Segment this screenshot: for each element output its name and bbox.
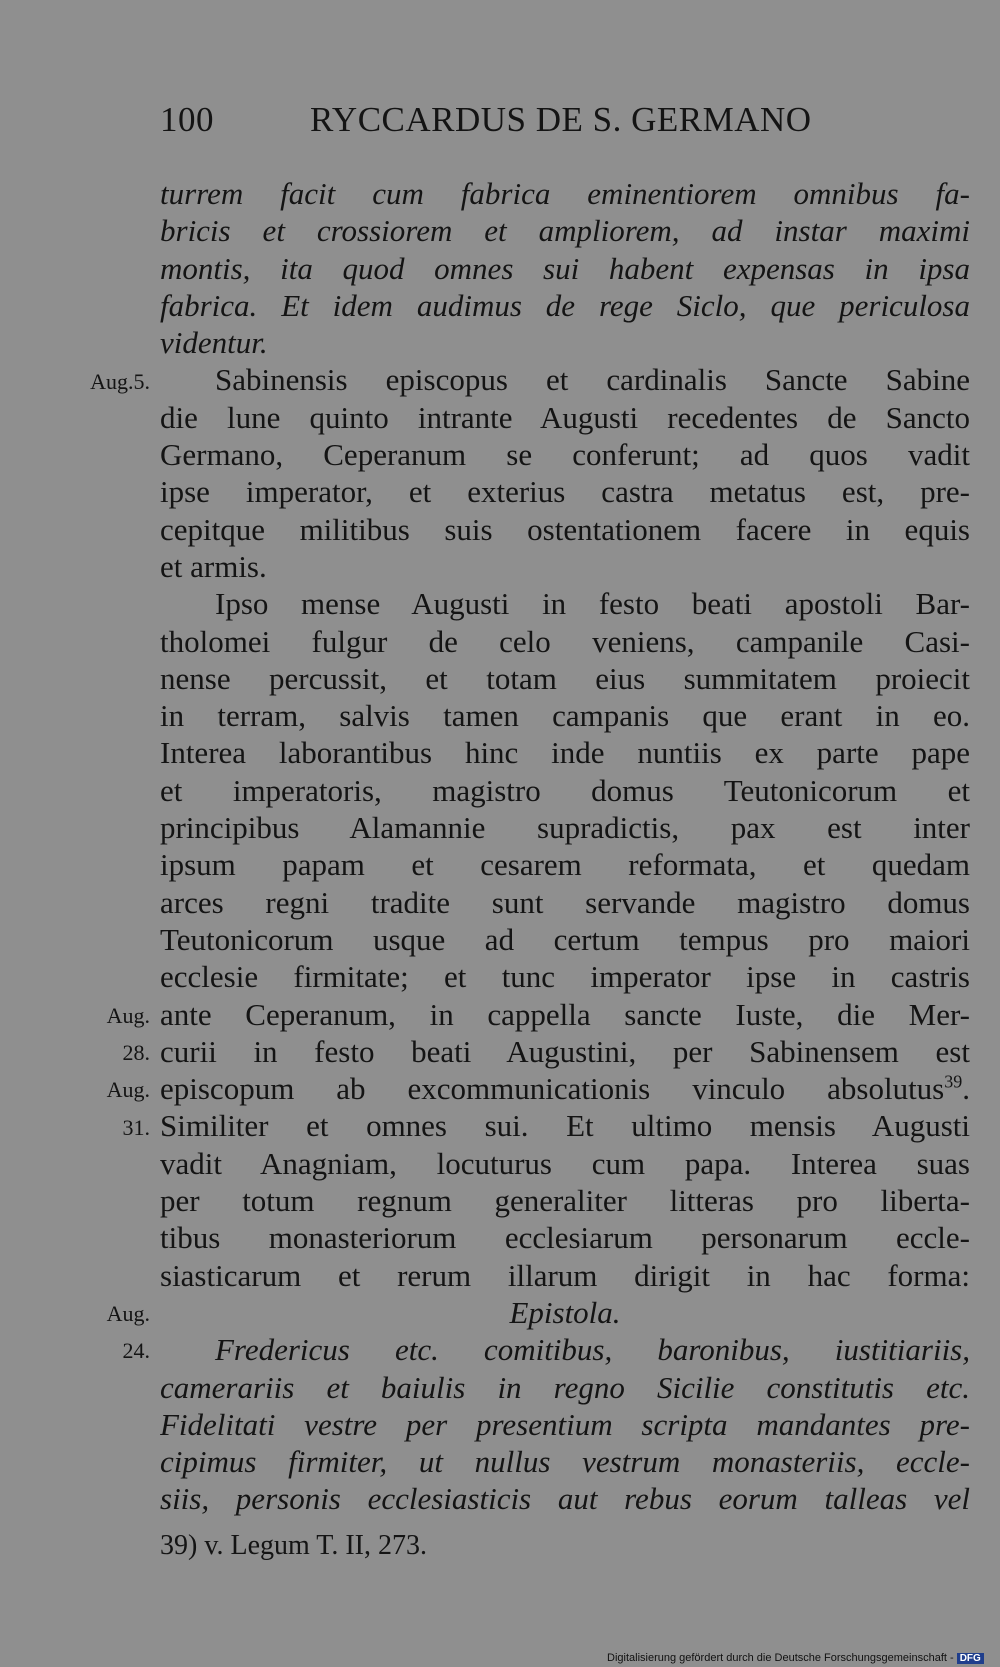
text-line [160, 1294, 970, 1331]
text-line [160, 1480, 970, 1517]
text-line-content: ipsum papam et cesarem reformata, et quedam [160, 847, 970, 883]
text-line [160, 361, 970, 398]
text-line [160, 1182, 970, 1219]
margin-date-note: Aug. [106, 1301, 150, 1326]
footnote: 39) v. Legum T. II, 273. [160, 1530, 427, 1561]
text-line [160, 324, 970, 361]
margin-date-note: 24. [122, 1338, 150, 1364]
text-line-content: principibus Alamannie supradictis, pax est inter [160, 810, 970, 846]
text-line-content: Interea laborantibus hinc inde nuntiis ex parte pape [160, 735, 970, 771]
text-line [160, 212, 970, 249]
text-line-content: videntur. [160, 325, 268, 361]
text-line-content: Similiter et omnes sui. Et ultimo mensis Augusti [160, 1108, 970, 1144]
text-line-content: arces regni tradite sunt servande magistro domus [160, 884, 970, 920]
text-line [160, 921, 970, 958]
text-line [160, 623, 970, 660]
text-line-content: ecclesie firmitate; et tunc imperator ipse in castris [160, 959, 970, 995]
text-line [160, 697, 970, 734]
credit-text: Digitalisierung gefördert durch die Deutsche Forschungsgemeinschaft - [607, 1652, 954, 1664]
text-line [160, 1257, 970, 1294]
text-line-suffix: . [962, 1071, 970, 1107]
text-line-content: Fredericus etc. comitibus, baronibus, iustitiariis, [215, 1332, 970, 1368]
text-line [160, 1070, 970, 1107]
main-text [160, 175, 970, 1518]
margin-date-note: 28. [122, 1039, 150, 1065]
text-line [160, 996, 970, 1033]
footnote-reference: 39 [944, 1071, 963, 1092]
text-line [160, 175, 970, 212]
text-line-content: cipimus firmiter, ut nullus vestrum monasteriis, eccle- [160, 1444, 970, 1480]
text-line-content: Epistola. [509, 1294, 621, 1330]
text-line [160, 436, 970, 473]
text-line-content: die lune quinto intrante Augusti recedentes de Sancto [160, 399, 970, 435]
running-title: RYCCARDUS DE S. GERMANO [310, 100, 812, 139]
text-line-content: Germano, Ceperanum se conferunt; ad quos vadit [160, 437, 970, 473]
text-line-content: turrem facit cum fabrica eminentiorem omnibus fa- [160, 176, 970, 211]
text-line [160, 1033, 970, 1070]
text-line [160, 473, 970, 510]
margin-date-note: 31. [122, 1114, 150, 1140]
dfg-logo: DFG [957, 1653, 984, 1664]
text-line [160, 1406, 970, 1443]
text-line [160, 1107, 970, 1144]
text-line [160, 660, 970, 697]
text-line [160, 1331, 970, 1368]
text-line-content: cepitque militibus suis ostentationem facere in equis [160, 511, 970, 547]
text-line [160, 846, 970, 883]
page-number: 100 [160, 100, 214, 139]
text-line [160, 772, 970, 809]
digitization-credit [607, 1652, 984, 1664]
text-line [160, 958, 970, 995]
text-line-content: camerariis et baiulis in regno Sicilie constitutis etc. [160, 1369, 970, 1405]
text-line-content: nense percussit, et totam eius summitatem proiecit [160, 660, 970, 696]
text-line [160, 399, 970, 436]
text-line-content: Sabinensis episcopus et cardinalis Sancte Sabine [215, 362, 970, 398]
text-line-content: curii in festo beati Augustini, per Sabinensem est [160, 1033, 970, 1069]
text-line [160, 1145, 970, 1182]
text-line-content: vadit Anagniam, locuturus cum papa. Interea suas [160, 1145, 970, 1181]
text-line [160, 1369, 970, 1406]
text-line [160, 250, 970, 287]
text-line [160, 1219, 970, 1256]
text-line-content: Fidelitati vestre per presentium scripta mandantes pre- [160, 1406, 970, 1442]
text-line-content: et armis. [160, 548, 267, 584]
text-line-content: montis, ita quod omnes sui habent expensas in ipsa [160, 250, 970, 286]
text-line [160, 1443, 970, 1480]
text-line-content: siis, personis ecclesiasticis aut rebus eorum talleas vel [160, 1481, 970, 1517]
margin-date-note: Aug. [106, 1077, 150, 1103]
text-line [160, 287, 970, 324]
text-line-content: fabrica. Et idem audimus de rege Siclo, que periculosa [160, 287, 970, 323]
text-line-content: in terram, salvis tamen campanis que erant in eo. [160, 698, 970, 734]
text-line-content: per totum regnum generaliter litteras pro liberta- [160, 1183, 970, 1219]
margin-date-note: Aug.5. [90, 368, 150, 394]
text-line-content: episcopum ab excommunicationis vinculo absolutus [160, 1071, 945, 1107]
text-line [160, 734, 970, 771]
text-line [160, 511, 970, 548]
text-line-content: bricis et crossiorem et ampliorem, ad instar maximi [160, 213, 970, 249]
text-line [160, 548, 970, 585]
text-line-content: Teutonicorum usque ad certum tempus pro maiori [160, 921, 970, 957]
text-line [160, 809, 970, 846]
text-line-content: tibus monasteriorum ecclesiarum personarum eccle- [160, 1220, 970, 1256]
margin-date-note: Aug. [106, 1002, 150, 1028]
text-line [160, 884, 970, 921]
text-line-content: et imperatoris, magistro domus Teutonicorum et [160, 772, 970, 808]
text-line-content: siasticarum et rerum illarum dirigit in hac forma: [160, 1257, 970, 1293]
text-line-content: ipse imperator, et exterius castra metatus est, pre- [160, 474, 970, 510]
text-line-content: ante Ceperanum, in cappella sancte Iuste, die Mer- [160, 996, 970, 1032]
text-line [160, 585, 970, 622]
text-line-content: Ipso mense Augusti in festo beati apostoli Bar- [215, 586, 970, 622]
text-line-content: tholomei fulgur de celo veniens, campanile Casi- [160, 623, 970, 659]
